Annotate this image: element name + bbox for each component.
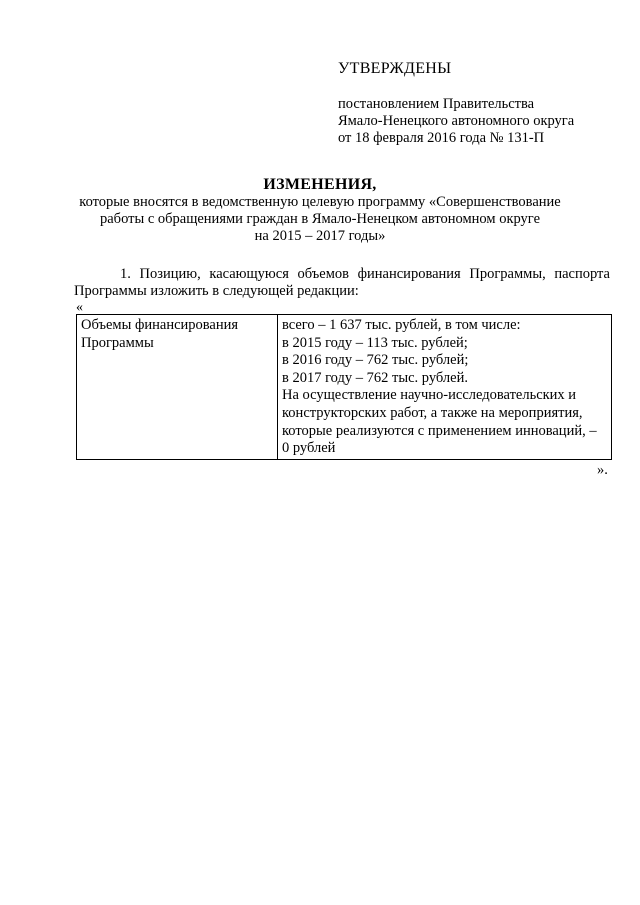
subtitle-line: которые вносятся в ведомственную целевую программу «Совершенствование <box>79 194 561 210</box>
value-line: которые реализуются с применением инноваций, – <box>282 422 597 439</box>
value-line: в 2015 году – 113 тыс. рублей; <box>282 334 468 351</box>
closing-quote: ». <box>597 462 608 478</box>
paragraph-line: Программы изложить в следующей редакции: <box>74 283 359 299</box>
document-heading <box>40 176 600 245</box>
approval-lines <box>338 96 628 147</box>
document-subtitle <box>40 194 600 245</box>
approval-line: Ямало-Ненецкого автономного округа <box>338 113 575 129</box>
body-paragraph <box>74 266 610 300</box>
opening-quote: « <box>76 300 83 315</box>
financing-table <box>76 314 612 460</box>
value-line: в 2017 году – 762 тыс. рублей. <box>282 369 468 386</box>
approval-line: от 18 февраля 2016 года № 131-П <box>338 130 545 146</box>
subtitle-line: работы с обращениями граждан в Ямало-Ненецком автономном округе <box>100 211 540 227</box>
value-line: конструкторских работ, а также на мероприятия, <box>282 404 583 421</box>
value-cell <box>278 315 612 460</box>
value-line: На осуществление научно-исследовательских и <box>282 387 577 404</box>
paragraph-line: 1. Позицию, касающуюся объемов финансирования Программы, паспорта <box>120 266 610 282</box>
document-title: ИЗМЕНЕНИЯ, <box>263 176 377 193</box>
approval-line: постановлением Правительства <box>338 96 535 112</box>
approval-title: УТВЕРЖДЕНЫ <box>338 60 452 77</box>
label-cell <box>77 315 278 460</box>
value-line: всего – 1 637 тыс. рублей, в том числе: <box>282 317 521 333</box>
table-row <box>77 315 612 460</box>
value-line: 0 рублей <box>282 440 336 457</box>
subtitle-line: на 2015 – 2017 годы» <box>254 228 386 244</box>
approval-block <box>338 60 628 147</box>
value-line: в 2016 году – 762 тыс. рублей; <box>282 352 469 369</box>
label-line: Программы <box>81 334 154 351</box>
label-line: Объемы финансирования <box>81 317 239 333</box>
